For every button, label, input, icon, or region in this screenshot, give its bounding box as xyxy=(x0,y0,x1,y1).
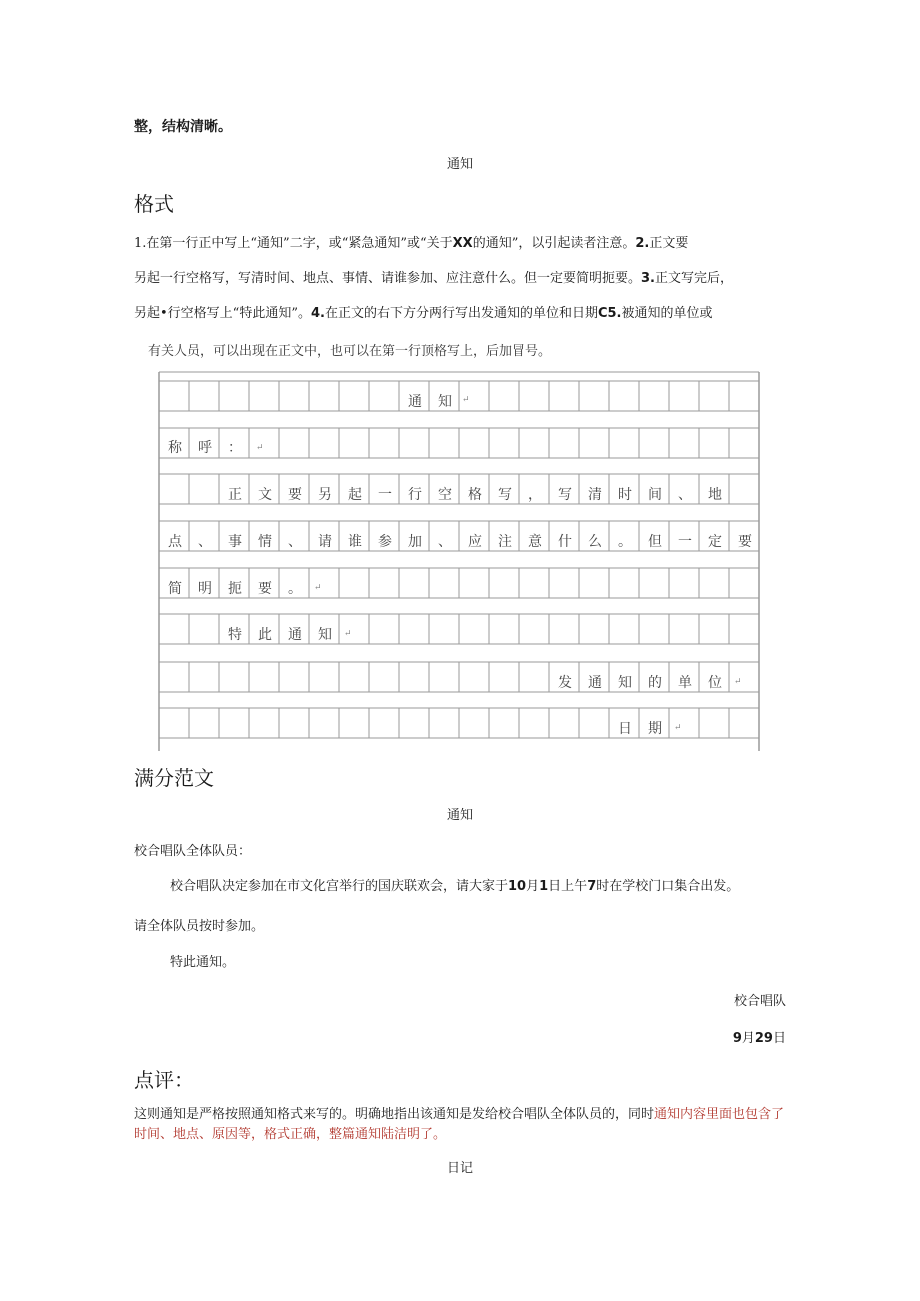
grid-char: 谁 xyxy=(348,534,362,550)
comment-line-2: 时间、地点、原因等，格式正确，整篇通知陆洁明了。 xyxy=(134,1127,447,1142)
grid-salutation-char: ： xyxy=(228,440,242,456)
grid-salutation-char: 称 xyxy=(168,440,182,456)
grid-char: 空 xyxy=(438,487,452,503)
sample-body-line-1: 校合唱队决定参加在市文化宫举行的国庆联欢会，请大家于10月1日上午7时在学校门口集合出发。 xyxy=(170,879,740,894)
grid-char: 此 xyxy=(258,627,272,643)
grid-title-char: 知 xyxy=(438,394,452,410)
return-mark: ↵ xyxy=(314,583,322,593)
grid-char: 时 xyxy=(618,487,632,503)
grid-char: 、 xyxy=(438,534,452,550)
grid-char: 、 xyxy=(678,487,692,503)
grid-char: 定 xyxy=(708,534,722,550)
grid-char: 、 xyxy=(288,534,302,550)
grid-char: 另 xyxy=(318,487,332,503)
grid-char: 意 xyxy=(528,534,542,550)
comment-line-1: 这则通知是严格按照通知格式来写的。明确地指出该通知是发给校合唱队全体队员的，同时通知内容里面也包含了 xyxy=(134,1107,785,1122)
grid-char: 格 xyxy=(468,487,482,503)
grid-char: 行 xyxy=(408,487,422,503)
comment-heading: 点评： xyxy=(134,1068,194,1092)
sample-body-line-2: 请全体队员按时参加。 xyxy=(134,919,265,934)
grid-char: 点 xyxy=(168,534,182,550)
grid-char: 明 xyxy=(198,581,212,597)
grid-char: 单 xyxy=(678,675,692,691)
grid-char: 什 xyxy=(558,534,572,550)
return-mark: ↵ xyxy=(734,677,742,687)
format-line-1: 1.在第一行正中写上“通知”二字，或“紧急通知”或“关于XX的通知”，以引起读者注意。2.正文要 xyxy=(134,236,689,251)
grid-char: 扼 xyxy=(228,581,242,597)
sample-title: 通知 xyxy=(446,808,473,823)
grid-char: 参 xyxy=(378,534,392,550)
sample-heading: 满分范文 xyxy=(134,766,214,790)
notice-title: 通知 xyxy=(446,157,473,172)
grid-char: 但 xyxy=(648,534,662,550)
grid-char: 清 xyxy=(588,487,602,503)
grid-char: 要 xyxy=(288,487,302,503)
grid-char: 间 xyxy=(648,487,662,503)
grid-char: 写 xyxy=(498,487,512,503)
next-section-title: 日记 xyxy=(446,1161,473,1176)
grid-char: 地 xyxy=(708,487,722,503)
grid-char: 日 xyxy=(618,721,632,737)
grid-char: 么 xyxy=(588,534,602,550)
grid-char: 发 xyxy=(558,675,572,691)
grid-char: 、 xyxy=(198,534,212,550)
sample-sender: 校合唱队 xyxy=(733,994,786,1009)
grid-char: 事 xyxy=(228,534,242,550)
grid-char: 知 xyxy=(618,675,632,691)
format-line-2: 另起一行空格写，写清时间、地点、事情、请谁参加、应注意什么。但一定要简明扼要。3.正文写完后， xyxy=(134,271,734,286)
format-intro-line: 有关人员，可以出现在正文中，也可以在第一行顶格写上，后加冒号。 xyxy=(148,344,552,359)
return-mark: ↵ xyxy=(344,629,352,639)
sample-date: 9月29日 xyxy=(732,1031,786,1046)
grid-char: 特 xyxy=(228,627,242,643)
grid-char: ， xyxy=(528,487,542,503)
return-mark: ↵ xyxy=(256,443,264,453)
grid-char: 通 xyxy=(588,675,602,691)
format-heading: 格式 xyxy=(134,192,174,216)
grid-char: 的 xyxy=(648,675,662,691)
format-line-3: 另起•行空格写上“特此通知”。4.在正文的右下方分两行写出发通知的单位和日期C5.被通知的单位或 xyxy=(134,306,713,321)
grid-char: 写 xyxy=(558,487,572,503)
return-mark: ↵ xyxy=(462,395,470,405)
top-line-text: 整，结构清晰。 xyxy=(134,119,232,135)
grid-char: 起 xyxy=(348,487,362,503)
grid-char: 。 xyxy=(288,581,302,597)
grid-char: 简 xyxy=(168,581,182,597)
grid-char: 注 xyxy=(498,534,512,550)
grid-char: 加 xyxy=(408,534,422,550)
grid-char: 要 xyxy=(258,581,272,597)
grid-char: 要 xyxy=(738,534,752,550)
sample-closing: 特此通知。 xyxy=(170,955,236,970)
grid-char: 情 xyxy=(258,534,272,550)
grid-char: 通 xyxy=(288,627,302,643)
grid-title-char: 通 xyxy=(408,394,422,410)
sample-salutation: 校合唱队全体队员： xyxy=(134,844,252,859)
grid-char: 。 xyxy=(618,534,632,550)
grid-paper-sample xyxy=(158,366,762,751)
grid-salutation-char: 呼 xyxy=(198,440,212,456)
grid-char: 一 xyxy=(678,534,692,550)
grid-char: 位 xyxy=(708,675,722,691)
grid-char: 正 xyxy=(228,487,242,503)
grid-char: 一 xyxy=(378,487,392,503)
grid-char: 应 xyxy=(468,534,482,550)
grid-char: 文 xyxy=(258,487,272,503)
grid-char: 期 xyxy=(648,721,662,737)
grid-lines xyxy=(158,366,762,751)
return-mark: ↵ xyxy=(674,723,682,733)
grid-char: 知 xyxy=(318,627,332,643)
grid-char: 请 xyxy=(318,534,332,550)
